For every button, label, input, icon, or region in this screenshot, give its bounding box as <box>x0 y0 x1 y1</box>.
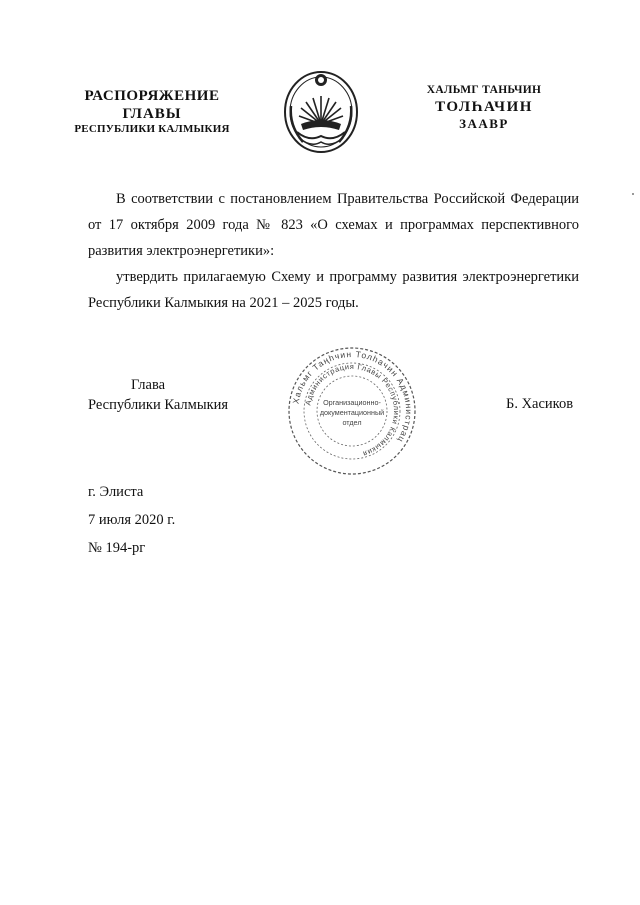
stamp-center-line2: документационный <box>319 408 385 417</box>
order-paragraph <box>88 264 579 316</box>
issuer-header-ru <box>60 88 244 136</box>
issue-city: г. Элиста <box>88 484 144 500</box>
document-number: № 194-рг <box>88 540 146 556</box>
signatory-name: Б. Хасиков <box>506 396 574 412</box>
issue-date: 7 июля 2020 г. <box>88 512 176 528</box>
issuer-title: ГЛАВЫ <box>122 105 182 122</box>
stamp-outer-text: Хальмг Таңһчин Толһачин Администрац <box>290 348 415 445</box>
order-text: утвердить прилагаемую Схему и программу развития электроэнергетики Республики Калмыкия на 2021 – 2025 годы. <box>88 269 579 311</box>
issuer-kalmyk-line1: ХАЛЬМГ ТАНЬЧИН <box>426 84 542 96</box>
preamble-paragraph <box>88 186 579 264</box>
stamp-ring-text: Администрация Главы Республики Калмыкия <box>303 361 402 459</box>
issuer-republic: РЕСПУБЛИКИ КАЛМЫКИЯ <box>74 123 230 136</box>
coat-of-arms-emblem <box>281 66 361 156</box>
signatory-title <box>88 375 228 415</box>
stamp-seal <box>286 345 418 477</box>
issuer-header-kalmyk <box>398 84 570 131</box>
issuer-kalmyk-line3: ЗААВР <box>459 115 509 131</box>
signatory-title-line2: Республики Калмыкия <box>88 397 229 413</box>
stamp-center-line3: отдел <box>342 418 362 427</box>
official-stamp <box>286 345 418 477</box>
emblem-icon <box>281 66 361 156</box>
stamp-center-line1: Организационно- <box>323 398 381 407</box>
issuer-kalmyk-line2: ТОЛҺАЧИН <box>435 98 533 115</box>
signatory-title-line1: Глава <box>131 377 166 393</box>
document-type: РАСПОРЯЖЕНИЕ <box>84 88 220 104</box>
scan-speck <box>632 193 634 195</box>
preamble-text: В соответствии с постановлением Правительства Российской Федерации от 17 октября 2009 года № 823 «О схемах и программах перспективного развития электроэнергетики»: <box>88 191 579 259</box>
